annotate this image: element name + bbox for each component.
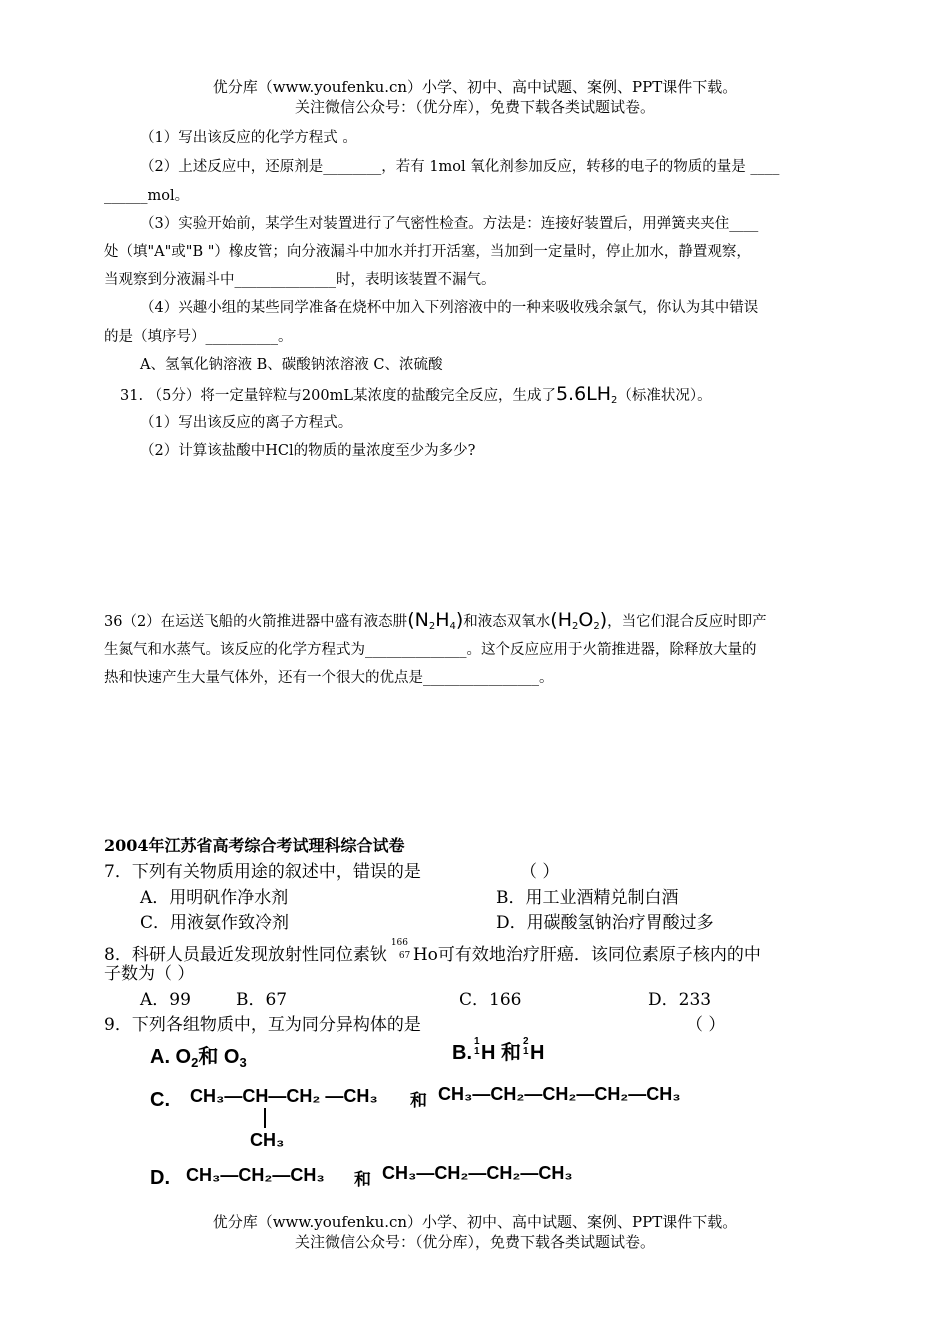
q30-part4-options: A、氢氧化钠溶液 B、碳酸钠浓溶液 C、浓硫酸 [140, 357, 443, 373]
q30-part4-line1: （4）兴趣小组的某些同学准备在烧杯中加入下列溶液中的一种来吸收残余氯气，你认为其中错误 [140, 300, 759, 316]
q36-line1 [104, 610, 767, 637]
q30-part3-line2: 处（填"A"或"B "）橡皮管；向分液漏斗中加水并打开活塞，当加到一定量时，停止加水，静置观察， [104, 244, 751, 260]
header-line-1: 优分库（www.youfenku.cn）小学、初中、高中试题、案例、PPT课件下载。 [212, 78, 738, 96]
q30-part4-line2: 的是（填序号）__________。 [104, 329, 293, 345]
footer-line-1: 优分库（www.youfenku.cn）小学、初中、高中试题、案例、PPT课件下载。 [212, 1213, 738, 1231]
q9b-h2: H [530, 1042, 545, 1064]
f1b: H [435, 609, 450, 631]
q9a-sub1: 2 [191, 1055, 199, 1070]
q30-part3-line1: （3）实验开始前，某学生对装置进行了气密性检查。方法是：连接好装置后，用弹簧夹夹住____ [140, 216, 759, 232]
q8-text-a: 8．科研人员最近发现放射性同位素钬 [104, 945, 387, 965]
q7-stem: 7．下列有关物质用途的叙述中，错误的是 [104, 862, 421, 882]
section-title: 2004年江苏省高考综合考试理科综合试卷 [104, 836, 405, 855]
q9-option-c-right: CH₃—CH₂—CH₂—CH₂—CH₃ [438, 1084, 681, 1104]
q7-option-b: B．用工业酒精兑制白酒 [496, 888, 679, 908]
header-line-2: 关注微信公众号：（优分库），免费下载各类试题试卷。 [294, 98, 655, 116]
q8-mass-number: 166 [390, 938, 409, 948]
q9b-t1: 1 [474, 1036, 480, 1047]
hydrazine-formula [407, 609, 463, 631]
q30-part2-line2: ______mol。 [104, 188, 190, 204]
f1c: ) [455, 609, 464, 631]
q7-option-c: C．用液氨作致冷剂 [140, 913, 290, 933]
q9b-iso1 [472, 1036, 481, 1056]
q7-paren: （ ） [520, 862, 560, 882]
q8-option-d: D．233 [648, 990, 712, 1010]
q31-part2: （2）计算该盐酸中HCl的物质的量浓度至少为多少? [140, 443, 476, 459]
q31-formula [556, 383, 617, 405]
q36-text-b: 和液态双氧水 [463, 614, 551, 630]
q9-option-d-label: D. [150, 1167, 170, 1189]
q7-option-a: A．用明矾作净水剂 [140, 888, 289, 908]
q31-stem [120, 384, 712, 411]
f2b: O [578, 609, 594, 631]
q36-text-c: ，当它们混合反应时即产 [607, 614, 767, 630]
q30-part1: （1）写出该反应的化学方程式 。 [140, 130, 357, 146]
q9a-mid: 和 O [198, 1046, 240, 1068]
q31-part1: （1）写出该反应的离子方程式。 [140, 415, 353, 431]
f2: (H [550, 609, 572, 631]
footer-line-2: 关注微信公众号：（优分库），免费下载各类试题试卷。 [294, 1233, 655, 1251]
q9-option-d-left: CH₃—CH₂—CH₃ [186, 1165, 325, 1185]
q8-stem-line1 [104, 938, 761, 966]
peroxide-formula [550, 609, 607, 631]
q9-option-c-branch: CH₃ [250, 1130, 285, 1150]
q8-atomic-number: 67 [398, 951, 411, 961]
q9-option-c-and: 和 [410, 1091, 427, 1110]
q30-part2-line1: （2）上述反应中，还原剂是________，若有 1mol 氧化剂参加反应，转移的电子的物质的量是 ____ [140, 159, 780, 175]
q8-option-a: A．99 [140, 990, 191, 1010]
q9a-sub2: 3 [239, 1055, 247, 1070]
q9-option-b [452, 1036, 544, 1065]
q9b-b1: 1 [474, 1046, 480, 1057]
q36-line3: 热和快速产生大量气体外，还有一个很大的优点是________________。 [104, 670, 554, 686]
q9b-t2: 2 [523, 1036, 529, 1047]
f1: (N [407, 609, 429, 631]
f2c: ) [599, 609, 608, 631]
f1-sub: 2 [428, 621, 436, 632]
q8-option-c: C．166 [459, 990, 522, 1010]
q31-stem-end: （标准状况）。 [617, 388, 712, 404]
q9-stem: 9．下列各组物质中，互为同分异构体的是 [104, 1015, 421, 1035]
q9-option-d-right: CH₃—CH₂—CH₂—CH₃ [382, 1163, 573, 1183]
branch-bond [264, 1108, 266, 1128]
q30-part3-line3: 当观察到分液漏斗中______________时，表明该装置不漏气。 [104, 272, 496, 288]
q9b-h1: H 和 [481, 1042, 521, 1064]
q8-text-b: 可有效地治疗肝癌．该同位素原子核内的中 [437, 945, 761, 965]
q36-text-a: 36（2）在运送飞船的火箭推进器中盛有液态肼 [104, 614, 408, 630]
f2-sub: 2 [572, 621, 579, 632]
q9-option-d-and: 和 [354, 1170, 371, 1189]
q9a-o: A. O [150, 1046, 192, 1068]
q36-line2: 生氮气和水蒸气。该反应的化学方程式为______________。这个反应应用于火箭推进器，除释放大量的 [104, 642, 757, 658]
q7-option-d: D．用碳酸氢钠治疗胃酸过多 [496, 913, 714, 933]
q9b-iso2 [521, 1036, 530, 1056]
q9-option-c-label: C. [150, 1089, 170, 1111]
q9-option-a [150, 1040, 247, 1070]
q8-element-symbol: Ho [412, 945, 438, 965]
q8-stem-line2: 子数为（ ） [104, 964, 195, 984]
q9-option-c-left: CH₃—CH—CH₂ —CH₃ [190, 1086, 378, 1106]
q31-formula-sub: 2 [611, 395, 618, 406]
f2b-sub: 2 [593, 621, 600, 632]
q31-formula-main: 5.6LH [555, 383, 612, 405]
q9b-label: B. [452, 1042, 472, 1064]
q8-nuclide-indices [387, 938, 413, 960]
q8-option-b: B．67 [236, 990, 288, 1010]
q9b-b2: 1 [523, 1046, 529, 1057]
q9-paren: （ ） [686, 1015, 726, 1035]
q31-stem-text: 31. （5分）将一定量锌粒与200mL某浓度的盐酸完全反应，生成了 [120, 388, 556, 404]
f1b-sub: 4 [449, 621, 456, 632]
